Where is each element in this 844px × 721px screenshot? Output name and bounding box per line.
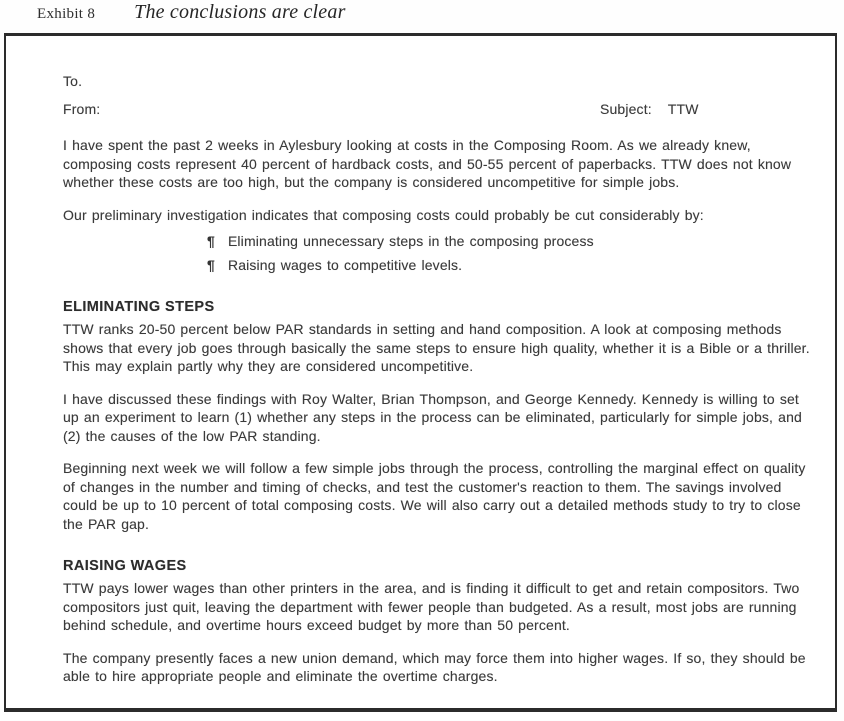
bullet-item bbox=[63, 232, 811, 251]
memo-header bbox=[63, 72, 811, 118]
section-paragraph: TTW pays lower wages than other printers in the area, and is finding it difficult to get and retain compositors. Two compositors just quit, leaving the department with fewer people than budgeted. As a result, most jobs are running behind schedule, and overtime hours exceed budget by more than 50 percent. bbox=[63, 580, 800, 633]
bullet-list bbox=[63, 232, 811, 274]
exhibit-title: The conclusions are clear bbox=[134, 1, 346, 23]
pilcrow-icon: ¶ bbox=[207, 233, 215, 249]
bullet-text: Raising wages to competitive levels. bbox=[227, 256, 463, 273]
section-heading: ELIMINATING STEPS bbox=[63, 299, 215, 315]
section-paragraph: The company presently faces a new union demand, which may force them into higher wages. If so, they should be able to hire appropriate people and eliminate the overtime charges. bbox=[63, 649, 806, 684]
pilcrow-icon: ¶ bbox=[207, 256, 215, 273]
memo-subject bbox=[600, 100, 699, 119]
memo-from-line bbox=[63, 100, 811, 119]
bullet-item bbox=[63, 256, 811, 275]
intro-paragraph-2: Our preliminary investigation indicates that composing costs could probably be cut considerably by: bbox=[63, 206, 704, 223]
section-paragraph: TTW ranks 20-50 percent below PAR standards in setting and hand composition. A look at composing methods shows that every job goes through basically the same steps to ensure high quality, whether it is a Bible or a thriller. This may explain partly why they are considered uncompetitive. bbox=[63, 321, 810, 374]
intro-paragraph-1: I have spent the past 2 weeks in Aylesbury looking at costs in the Composing Room. As we already knew, composing costs represent 40 percent of hardback costs, and 50-55 percent of paperbacks. TTW does not know whether these costs are too high, but the company is considered uncompetitive for simple jobs. bbox=[63, 137, 792, 190]
memo-subject-label: Subject: bbox=[600, 100, 652, 117]
bullet-text: Eliminating unnecessary steps in the composing process bbox=[227, 233, 594, 249]
memo-box bbox=[4, 33, 837, 712]
section-raising-wages bbox=[63, 557, 811, 686]
section-paragraph: Beginning next week we will follow a few simple jobs through the process, controlling the marginal effect on quality of changes in the number and timing of checks, and test the customer's reaction to them. The savings involved could be up to 10 percent of total composing costs. We will also carry out a detailed methods study to try to close the PAR gap. bbox=[63, 460, 806, 532]
exhibit-caption bbox=[37, 1, 346, 24]
exhibit-label: Exhibit 8 bbox=[37, 6, 96, 22]
memo-subject-value: TTW bbox=[667, 100, 699, 117]
memo-to-line: To. bbox=[63, 73, 83, 89]
section-eliminating-steps bbox=[63, 298, 811, 533]
section-paragraph: I have discussed these findings with Roy Walter, Brian Thompson, and George Kennedy. Kennedy is willing to set up an experiment to learn (1) whether any steps in the process can be eliminated, particularly for simple jobs, and (2) the causes of the low PAR standing. bbox=[63, 390, 802, 444]
memo-from-label: From: bbox=[63, 100, 101, 117]
section-heading: RAISING WAGES bbox=[63, 558, 187, 574]
